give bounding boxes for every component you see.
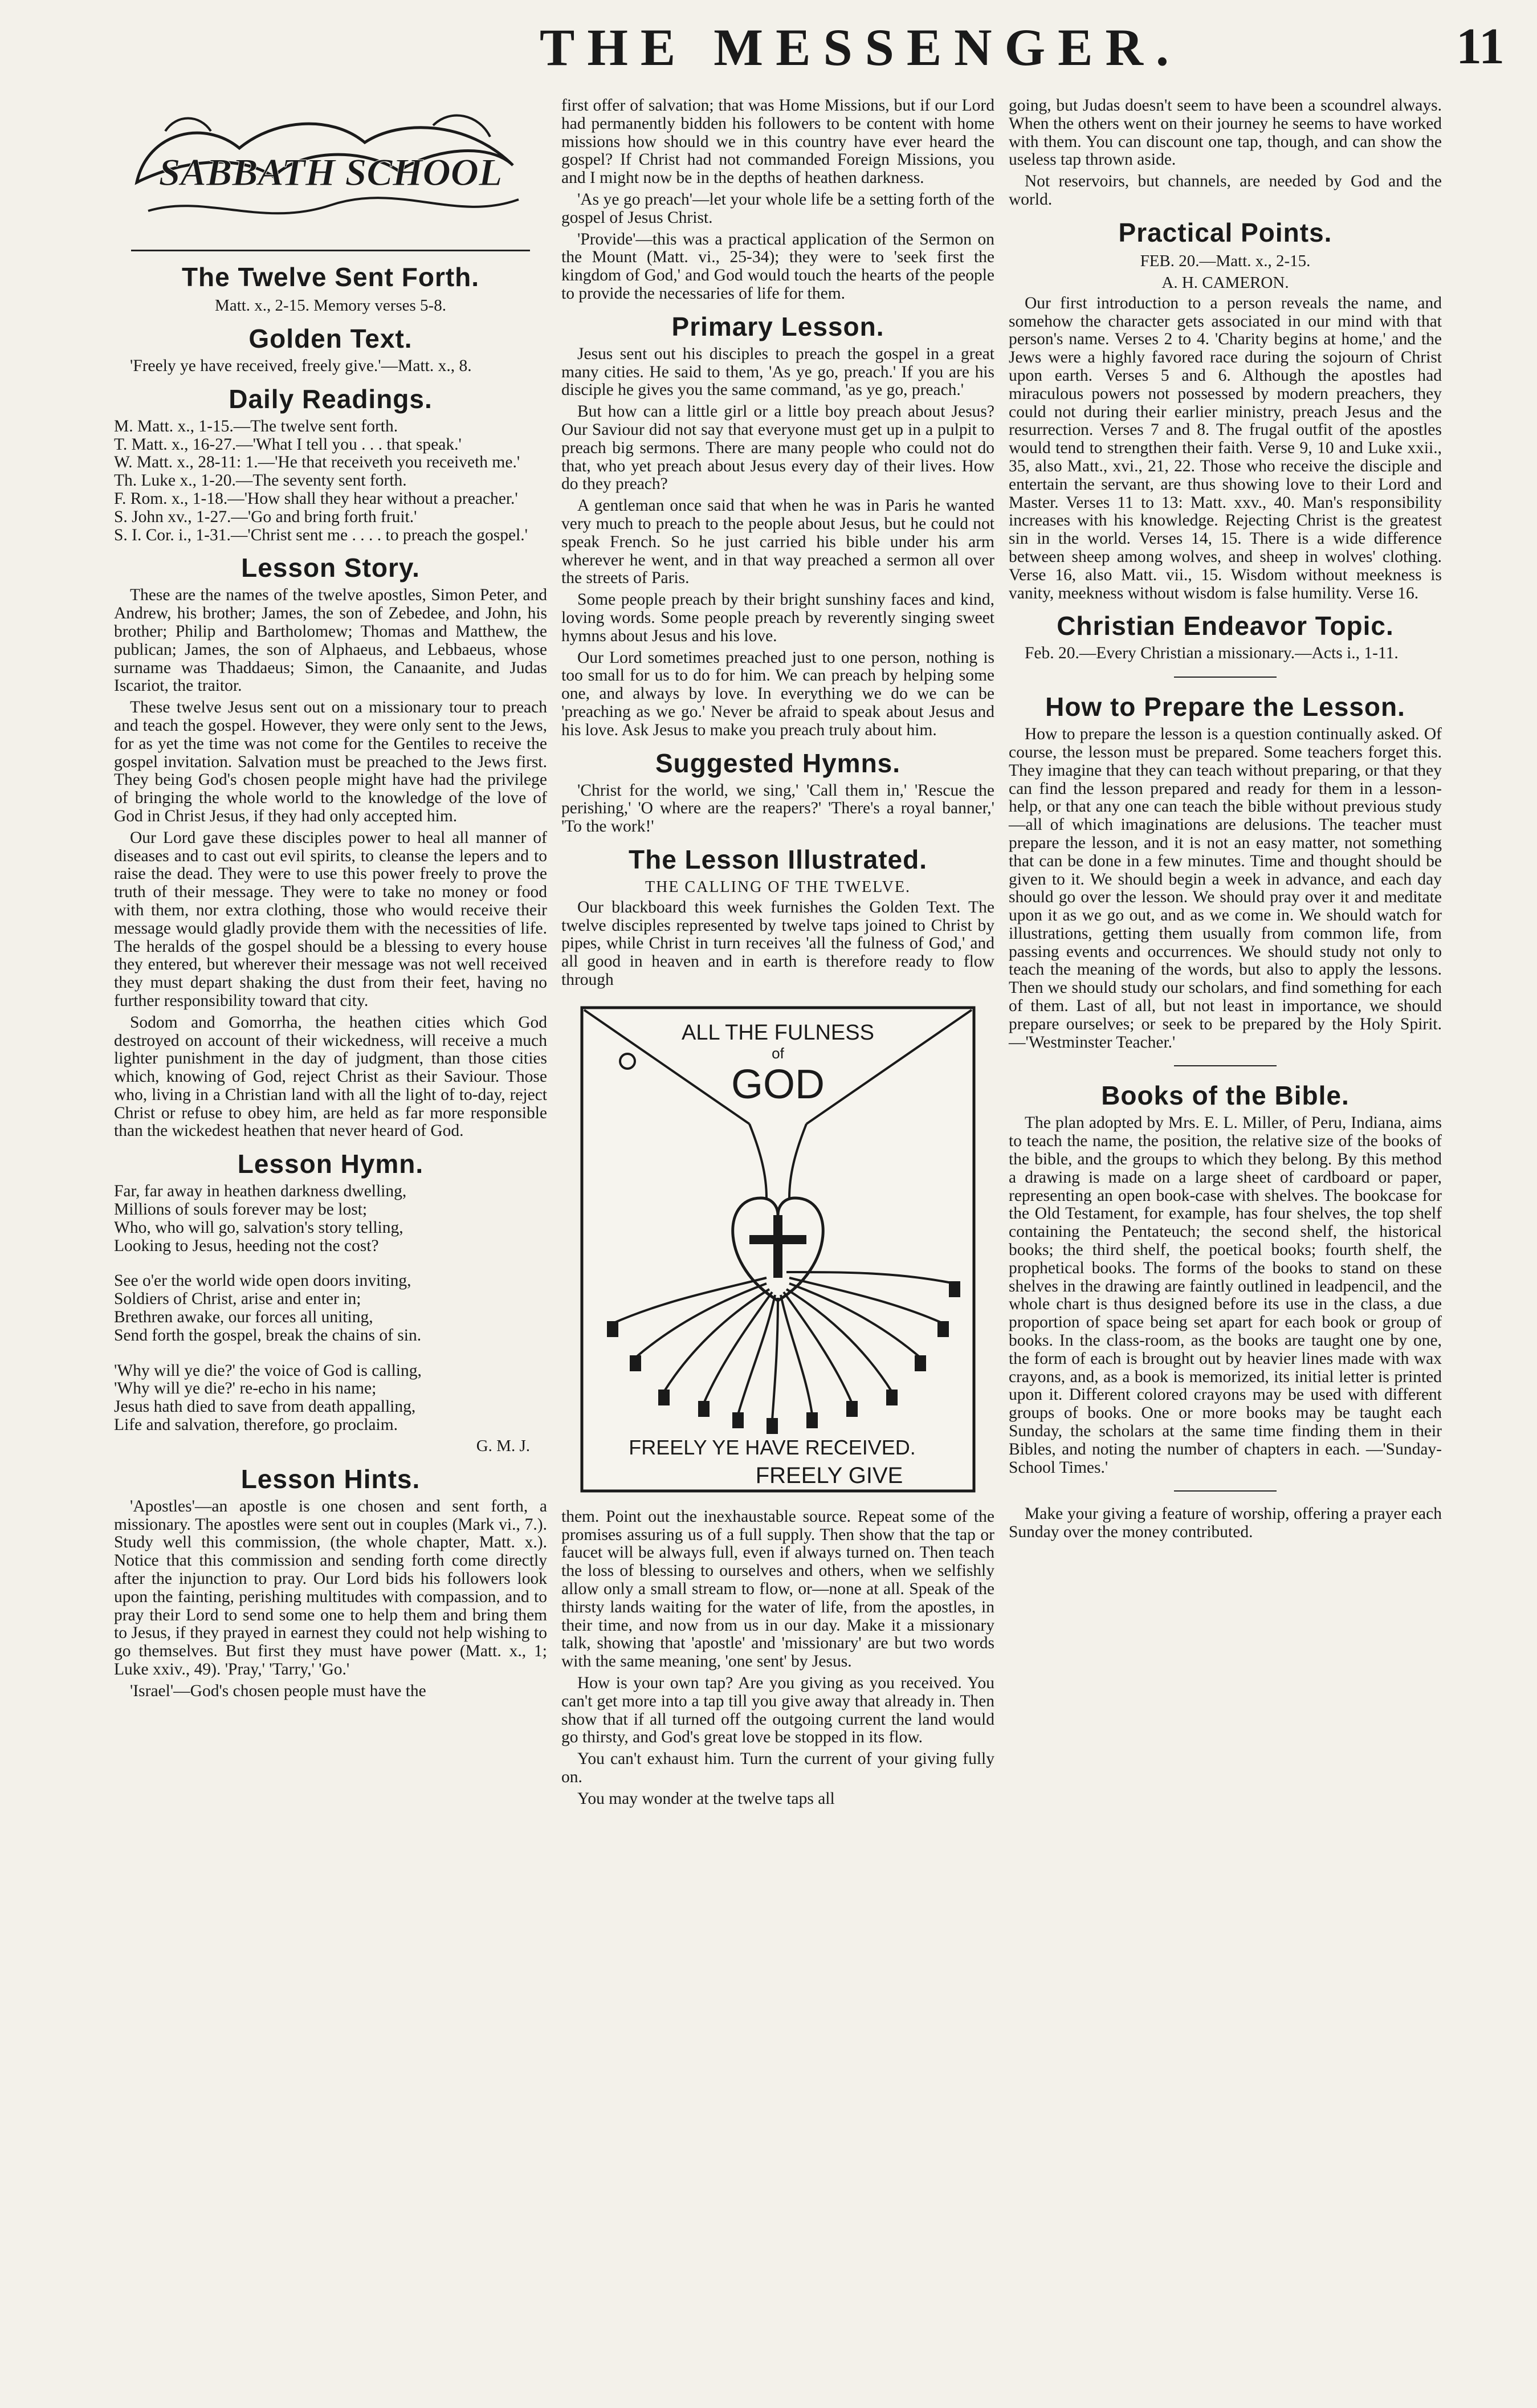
practical-author: A. H. CAMERON.: [1161, 273, 1289, 292]
hymn-line: See o'er the world wide open doors inviting,: [114, 1272, 411, 1290]
christian-endeavor-heading: Christian Endeavor Topic.: [1057, 611, 1394, 641]
hints-paragraph: 'Apostles'—an apostle is one chosen and sent forth, a missionary. The apostles were sent out in couples (Mark vi., 7.). Study well this commission, (the whole chapter, Matt. x.). Notice that this commission and sending forth come directly after the injunction to pray. Our Lord bids his followers look upon the fainting, perishing multitudes with compassion, and to pray their Lord to send some one to help them and bring them to Jesus, if they prayed in earnest they could not help wishing to go themselves. But first they must have power (Matt. x., 1; Luke xxiv., 49). 'Pray,' 'Tarry,' 'Go.': [114, 1497, 547, 1679]
reading-item: S. John xv., 1-27.—'Go and bring forth fruit.': [114, 507, 417, 526]
prepare-lesson-text: How to prepare the lesson is a question continually asked. Of course, the lesson must be prepared. Some teachers forget this. They imagine that they can teach without preparing, or that they can find the lesson prepared and ready for them in a lesson-help, or that any one can teach the bible without previous study—all of which imaginations are delusions. The teacher must prepare the lesson, and it is not an easy matter, not something that can be done in a few minutes. Time and thought should be given to it. We should begin a week in advance, and each day should go over the lesson. We should pray over it and meditate upon it as we go out, and as we come in. We should watch for illustrations, getting them usually from common life, from passing events and occurrences. We should study not only to teach the meaning of the words, but also to apply the lessons. Then we should study our scholars, and find something for each of them. Last of all, but not least in importance, we should prepare ourselves; or seek to be prepared by the Holy Spirit.—'Westminster Teacher.': [1009, 725, 1442, 1052]
illustrated-paragraph: them. Point out the inexhaustable source. Repeat some of the promises assuring us of a full supply. Then show that the tap or faucet will be always full, even if always turned on. Then teach the loss of blessing to ourselves and others, when we selfishly allow only a small stream to flow, or—none at all. Speak of the thirsty lands waiting for the water of life, from the apostles, in their time, and now from us in our day. Make it a missionary talk, showing that 'apostle' and 'missionary' are but two words with the same meaning, 'one sent' by Jesus.: [561, 1507, 994, 1671]
primary-paragraph: Some people preach by their bright sunshiny faces and kind, loving words. Some people preach by reverently singing sweet hymns about Jesus and his love.: [561, 590, 994, 645]
drawing-bottom-text-1: FREELY YE HAVE RECEIVED.: [629, 1435, 916, 1459]
sabbath-school-logo: [114, 97, 547, 239]
hymn-line: Jesus hath died to save from death appalling,: [114, 1397, 416, 1416]
practical-points-heading: Practical Points.: [1118, 217, 1332, 247]
hymn-line: Far, far away in heathen darkness dwelling,: [114, 1182, 407, 1201]
lesson-story-heading: Lesson Story.: [241, 553, 420, 583]
lesson-hymn-heading: Lesson Hymn.: [237, 1149, 424, 1179]
lesson-reference: Matt. x., 2-15. Memory verses 5-8.: [215, 296, 446, 315]
illustrated-paragraph: How is your own tap? Are you giving as you received. You can't get more into a tap till you give away that already in. Then show that if all turned off the outgoing current the land would go thirsty, and God's great love be stopped in its flow.: [561, 1674, 994, 1747]
hymn-stanza: [114, 1183, 547, 1255]
suggested-hymns-heading: Suggested Hymns.: [655, 748, 901, 778]
hymn-signature: G. M. J.: [476, 1436, 530, 1455]
illustrated-intro: Our blackboard this week furnishes the Golden Text. The twelve disciples represented by twelve taps joined to Christ by pipes, while Christ in turn receives 'all the fulness of God,' and all good in heaven and in earth is therefore ready to flow through: [561, 898, 994, 989]
body-paragraph: 'Provide'—this was a practical application of the Sermon on the Mount (Matt. vi., 25-34); they were to 'seek first the kingdom of God,' and God would touch the hearts of the people to provide the necessaries of life for them.: [561, 230, 994, 303]
reading-item: Th. Luke x., 1-20.—The seventy sent forth.: [114, 471, 407, 490]
golden-text: 'Freely ye have received, freely give.'—Matt. x., 8.: [130, 357, 472, 375]
story-paragraph: Our Lord gave these disciples power to heal all manner of diseases and to cast out evil spirits, to cleanse the lepers and to raise the dead. They were to use this power freely to prove the truth of their message. They were to take no money or food with them, nor extra clothing, those who would receive their message would gladly provide them with the necessities of life. The heralds of the gospel should be a blessing to every house they entered, but wherever their message was not well received they must depart shaking the dust from their feet, having no further responsibility toward that city.: [114, 828, 547, 1010]
christian-endeavor-text: Feb. 20.—Every Christian a missionary.—Acts i., 1-11.: [1025, 644, 1399, 663]
hymn-line: Who, who will go, salvation's story telling,: [114, 1218, 403, 1237]
body-paragraph: going, but Judas doesn't seem to have been a scoundrel always. When the others went on their journey he seems to have worked with them. You can discount one tap, though, and can show the useless tap thrown aside.: [1009, 96, 1442, 169]
daily-readings-heading: Daily Readings.: [229, 384, 433, 414]
lesson-hints-heading: Lesson Hints.: [240, 1464, 421, 1494]
suggested-hymns-text: 'Christ for the world, we sing,' 'Call them in,' 'Rescue the perishing,' 'O where are the reapers?' 'There's a royal banner,' 'To the work!': [561, 781, 994, 836]
primary-paragraph: Our Lord sometimes preached just to one person, nothing is too small for us to do for him. We can preach by helping some one, and always by love. In everything we do we can be 'preaching as we go.' Never be afraid to speak about Jesus and his love. Ask Jesus to make you preach truly about him.: [561, 648, 994, 739]
column-2: [561, 97, 994, 1812]
hymn-line: Soldiers of Christ, arise and enter in;: [114, 1290, 361, 1309]
hymn-line: 'Why will ye die?' the voice of God is calling,: [114, 1361, 422, 1380]
primary-paragraph: A gentleman once said that when he was in Paris he wanted very much to preach to the people about Jesus, but he could not speak French. So he just carried his bible under his arm wherever he went, and in that way preached a sermon all over the streets of Paris.: [561, 496, 994, 588]
reading-item: S. I. Cor. i., 1-31.—'Christ sent me . . . . to preach the gospel.': [114, 525, 528, 544]
hymn-line: Life and salvation, therefore, go proclaim.: [114, 1416, 398, 1435]
hymn-line: Send forth the gospel, break the chains of sin.: [114, 1326, 422, 1344]
divider: [1174, 1490, 1277, 1492]
column-3: [1009, 97, 1442, 1545]
reading-item: M. Matt. x., 1-15.—The twelve sent forth.: [114, 417, 398, 435]
body-paragraph: first offer of salvation; that was Home Missions, but if our Lord had permanently bidden his followers to be content with home missions how should we in this country have ever heard the gospel? If Christ had not commanded Foreign Missions, you and I might now be in the depths of heathen darkness.: [561, 96, 994, 188]
hints-paragraph: 'Israel'—God's chosen people must have the: [130, 1681, 426, 1700]
body-paragraph: 'As ye go preach'—let your whole life be a setting forth of the gospel of Jesus Christ.: [561, 190, 994, 227]
hymn-line: 'Why will ye die?' re-echo in his name;: [114, 1379, 377, 1398]
blackboard-drawing: [578, 1004, 977, 1494]
practical-text: Our first introduction to a person reveals the name, and somehow the character gets associated in our mind with that person's name. Verses 2 to 4. 'Charity begins at home,' and the Jews were a highly favored race during the sojourn of Christ upon earth. Verses 5 and 6. Although the apostles had miraculous powers not possessed by modern preachers, they could not during their earlier ministry, preach Jesus and the resurrection. Verses 7 and 8. The frugal outfit of the apostles would tend to strengthen their faith. Verse 9, 10 and Luke xxii., 35, also Matt., xvi., 21, 22. Those who receive the disciple and entertain the servant, are thus showing love to their Lord and Master. Verses 11 to 13: Matt. xxv., 40. Man's responsibility increases with his knowledge. Rejecting Christ is the greatest sin in the world. Verses 14, 15. There is a wide difference between sheep among wolves, and sheep in wolves' clothing. Verse 16, also Matt. vii., 15. Wisdom without meekness is vanity, meekness without wisdom is false humility. Verse 16.: [1009, 294, 1442, 602]
masthead-title: THE MESSENGER.: [540, 18, 1181, 76]
drawing-top-text: ALL THE FULNESS: [682, 1020, 874, 1045]
daily-readings-list: [114, 418, 547, 545]
hymn-line: Millions of souls forever may be lost;: [114, 1200, 368, 1219]
books-of-bible-heading: Books of the Bible.: [1101, 1081, 1350, 1111]
divider: [1174, 1065, 1277, 1066]
logo-text: SABBATH SCHOOL: [158, 150, 503, 194]
closing-text: Make your giving a feature of worship, offering a prayer each Sunday over the money contributed.: [1009, 1505, 1442, 1542]
drawing-of-text: of: [772, 1044, 784, 1062]
drawing-bottom-text-2: FREELY GIVE: [755, 1462, 903, 1488]
masthead: [103, 17, 1516, 80]
reading-item: W. Matt. x., 28-11: 1.—'He that receiveth you receiveth me.': [114, 453, 520, 472]
reading-item: T. Matt. x., 16-27.—'What I tell you . . . that speak.': [114, 435, 462, 454]
prepare-lesson-heading: How to Prepare the Lesson.: [1045, 692, 1405, 722]
golden-text-heading: Golden Text.: [248, 324, 413, 353]
hymn-line: Looking to Jesus, heeding not the cost?: [114, 1236, 379, 1255]
primary-lesson-heading: Primary Lesson.: [671, 311, 884, 341]
divider: [1174, 677, 1277, 678]
hymn-stanza: [114, 1362, 547, 1435]
story-paragraph: These are the names of the twelve apostles, Simon Peter, and Andrew, his brother; James, the son of Zebedee, and John, his brother; Philip and Bartholomew; Thomas and Matthew, the publican; James, the son of Alphaeus, and Lebbaeus, whose surname was Thaddaeus; Simon, the Canaanite, and Judas Iscariot, the traitor.: [114, 586, 547, 695]
lesson-illustrated-heading: The Lesson Illustrated.: [629, 844, 927, 874]
drawing-god-text: GOD: [731, 1061, 825, 1107]
column-1: [114, 97, 547, 1704]
story-paragraph: These twelve Jesus sent out on a missionary tour to preach and teach the gospel. However, they were only sent to the Jews, for as yet the time was not come for the Gentiles to receive the gospel invitation. Salvation must be preached to the Jews first. They being God's chosen people might have had the privilege of bringing the whole world to the knowledge of the love of God in Christ Jesus, if they had only accepted him.: [114, 698, 547, 825]
reading-item: F. Rom. x., 1-18.—'How shall they hear without a preacher.': [114, 489, 518, 508]
illustrated-subheading: THE CALLING OF THE TWELVE.: [645, 878, 911, 896]
primary-paragraph: Jesus sent out his disciples to preach the gospel in a great many cities. He said to them, 'As ye go, preach.' If you are his disciple he gives you the same command, 'as ye go, preach.': [561, 344, 994, 400]
illustrated-paragraph: You may wonder at the twelve taps all: [577, 1789, 835, 1808]
lesson-title: The Twelve Sent Forth.: [181, 262, 480, 292]
page-number: 11: [1456, 18, 1505, 75]
hymn-stanza: [114, 1272, 547, 1344]
body-paragraph: Not reservoirs, but channels, are needed by God and the world.: [1009, 172, 1442, 209]
illustrated-paragraph: You can't exhaust him. Turn the current of your giving fully on.: [561, 1750, 994, 1787]
books-of-bible-text: The plan adopted by Mrs. E. L. Miller, of Peru, Indiana, aims to teach the name, the position, the relative size of the books of the bible, and the groups to which they belong. By this method a drawing is made on a large sheet of cardboard or paper, representing an open book-case with shelves. The bookcase for the Old Testament, for example, has four shelves, the top shelf containing the Pentateuch; the second shelf, the historical books; the third shelf, the poetical books; fourth shelf, the prophetical books. The forms of the books to stand on these shelves in the drawing are faintly outlined in leadpencil, and the whole chart is thus designed before its use in the class, a due proportion of space being set apart for each book or group of books. In the class-room, as the books are taught one by one, the form of each is brought out by heavier lines made with wax crayons, and, as a book is memorized, its initial letter is printed upon it. Different colored crayons may be used with different groups of books. One or more books may be taught each Sunday, the scholars at the same time finding them in their Bibles, and noting the number of chapters in each. —'Sunday-School Times.': [1009, 1114, 1442, 1477]
hymn-line: Brethren awake, our forces all uniting,: [114, 1308, 373, 1327]
practical-date: FEB. 20.—Matt. x., 2-15.: [1140, 251, 1311, 270]
divider: [131, 250, 530, 251]
story-paragraph: Sodom and Gomorrha, the heathen cities which God destroyed on account of their wickedness, will receive a much lighter punishment in the day of judgment, than those cities which, knowing of God, reject Christ as their Saviour. Those who, living in a Christian land with all the light of to-day, reject Christ or refuse to obey him, are held as far more responsible than the wickedest heathen that never heard of God.: [114, 1013, 547, 1140]
primary-paragraph: But how can a little girl or a little boy preach about Jesus? Our Saviour did not say that everyone must get up in a pulpit to preach big sermons. There are many people who could not do that, who yet preach about Jesus every day of their lives. How do they preach?: [561, 402, 994, 494]
